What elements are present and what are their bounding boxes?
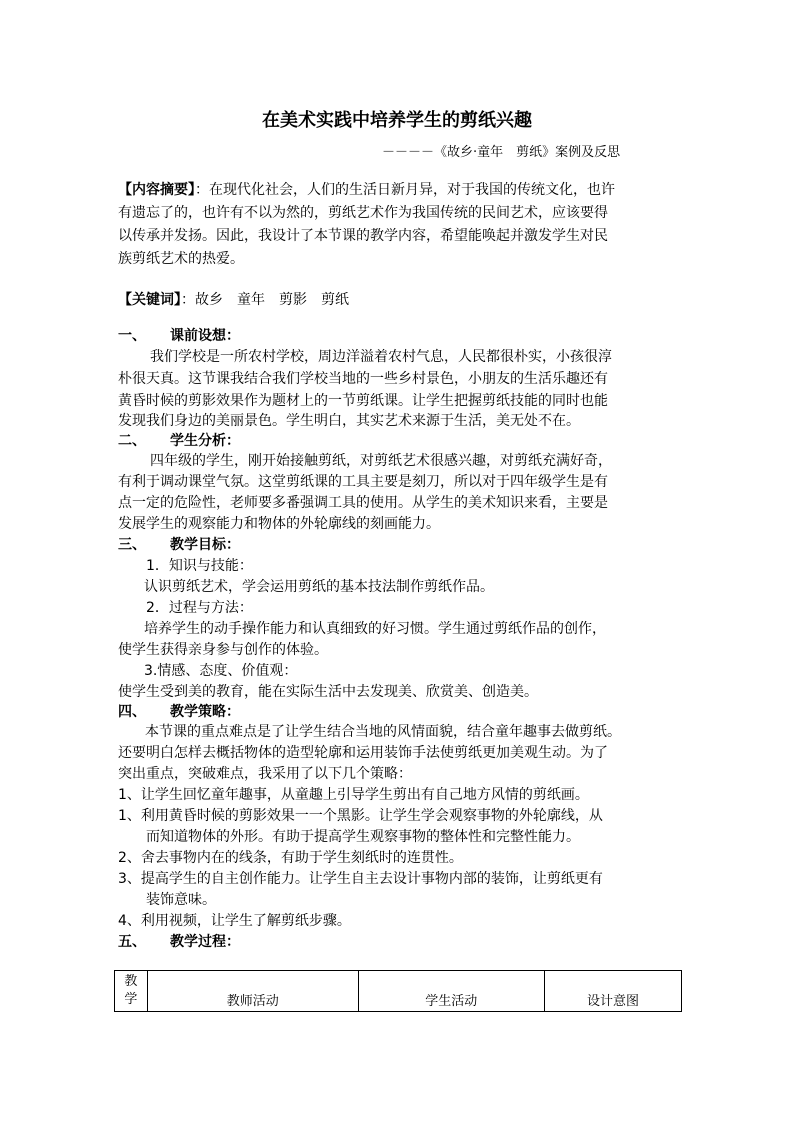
section-4-line: 还要明白怎样去概括物体的造型轮廓和运用装饰手法使剪纸更加美观生动。为了 [118,745,608,761]
section-2-number: 二、 [118,433,146,449]
section-3-number: 三、 [118,537,146,553]
section-4-line: 装饰意味。 [146,892,216,908]
section-3-line: 培养学生的动手操作能力和认真细致的好习惯。学生通过剪纸作品的创作， [144,621,606,637]
section-5-number: 五、 [118,934,146,950]
abstract-label: 【内容摘要】 [118,182,195,198]
section-4-line: 2、舍去事物内在的线条，有助于学生刻纸时的连贯性。 [118,850,463,866]
section-4-line: 4、利用视频，让学生了解剪纸步骤。 [118,913,351,929]
section-5-heading [118,932,240,952]
section-2-heading [118,431,240,451]
section-4-line: 本节课的重点难点是了让学生结合当地的风情面貌，结合童年趣事去做剪纸。 [145,724,621,740]
table-header-row [115,971,682,1012]
section-3-line: 使学生获得亲身参与创作的体验。 [118,642,328,658]
section-1-line: 发现我们身边的美丽景色。学生明白，其实艺术来源于生活，美无处不在。 [118,413,580,429]
table-header-cell: 教 学 [115,971,148,1012]
section-4-heading [118,702,240,722]
section-1-line: 黄昏时候的剪影效果作为题材上的一节剪纸课。让学生把握剪纸技能的同时也能 [118,393,608,409]
table-header-cell: 设计意图 [544,971,681,1012]
section-4-line: 1、让学生回忆童年趣事，从童趣上引导学生剪出有自己地方风情的剪纸画。 [118,787,589,803]
section-1-title: 课前设想： [170,328,240,344]
keywords-text: ：故乡 童年 剪影 剪纸 [181,292,349,308]
section-3-line: 使学生受到美的教育，能在实际生活中去发现美、欣赏美、创造美。 [118,684,538,700]
section-4-line: 3、提高学生的自主创作能力。让学生自主去设计事物内部的装饰，让剪纸更有 [118,871,603,887]
section-3-title: 教学目标： [170,537,240,553]
abstract-line-4: 族剪纸艺术的热爱。 [118,251,244,267]
section-2-line: 点一定的危险性，老师要多番强调工具的使用。从学生的美术知识来看，主要是 [118,495,608,511]
section-1-line: 朴很天真。这节课我结合我们学校当地的一些乡村景色，小朋友的生活乐趣还有 [118,371,608,387]
section-2-line: 四年级的学生，刚开始接触剪纸，对剪纸艺术很感兴趣，对剪纸充满好奇， [150,453,612,469]
page-subtitle: －－－－《故乡·童年 剪纸》案例及反思 [382,145,621,160]
section-4-title: 教学策略： [170,704,240,720]
abstract-line-2: 有遗忘了的，也许有不以为然的，剪纸艺术作为我国传统的民间艺术，应该要得 [118,205,608,221]
section-1-number: 一、 [118,328,146,344]
section-1-heading [118,326,240,346]
keywords-line [118,290,349,310]
abstract-line-1 [118,180,615,200]
section-3-line: 1．知识与技能： [146,558,253,574]
keywords-label: 【关键词】 [118,292,181,308]
page-title: 在美术实践中培养学生的剪纸兴趣 [262,110,532,131]
section-3-line: 认识剪纸艺术，学会运用剪纸的基本技法制作剪纸作品。 [144,579,494,595]
section-2-title: 学生分析： [170,433,240,449]
section-3-line: 2．过程与方法： [146,600,253,616]
abstract-line-3: 以传承并发扬。因此，我设计了本节课的教学内容，希望能唤起并激发学生对民 [118,228,608,244]
section-2-line: 发展学生的观察能力和物体的外轮廓线的刻画能力。 [118,516,440,532]
section-4-line: 1、利用黄昏时候的剪影效果一一个黑影。让学生学会观察事物的外轮廓线，从 [118,808,603,824]
section-4-number: 四、 [118,704,146,720]
table-header-cell: 学生活动 [358,971,544,1012]
section-5-title: 教学过程： [170,934,240,950]
table-header-cell: 教师活动 [147,971,358,1012]
abstract-text: ：在现代化社会，人们的生活日新月异，对于我国的传统文化，也许 [195,182,615,198]
section-3-line: 3.情感、态度、价值观： [144,663,298,679]
section-1-line: 我们学校是一所农村学校，周边洋溢着农村气息，人民都很朴实，小孩很淳 [150,349,612,365]
lesson-plan-table [114,970,682,1012]
section-2-line: 有利于调动课堂气氛。这堂剪纸课的工具主要是刻刀，所以对于四年级学生是有 [118,474,608,490]
section-3-heading [118,535,240,555]
section-4-line: 突出重点，突破难点，我采用了以下几个策略： [118,766,412,782]
section-4-line: 而知道物体的外形。有助于提高学生观察事物的整体性和完整性能力。 [146,829,580,845]
